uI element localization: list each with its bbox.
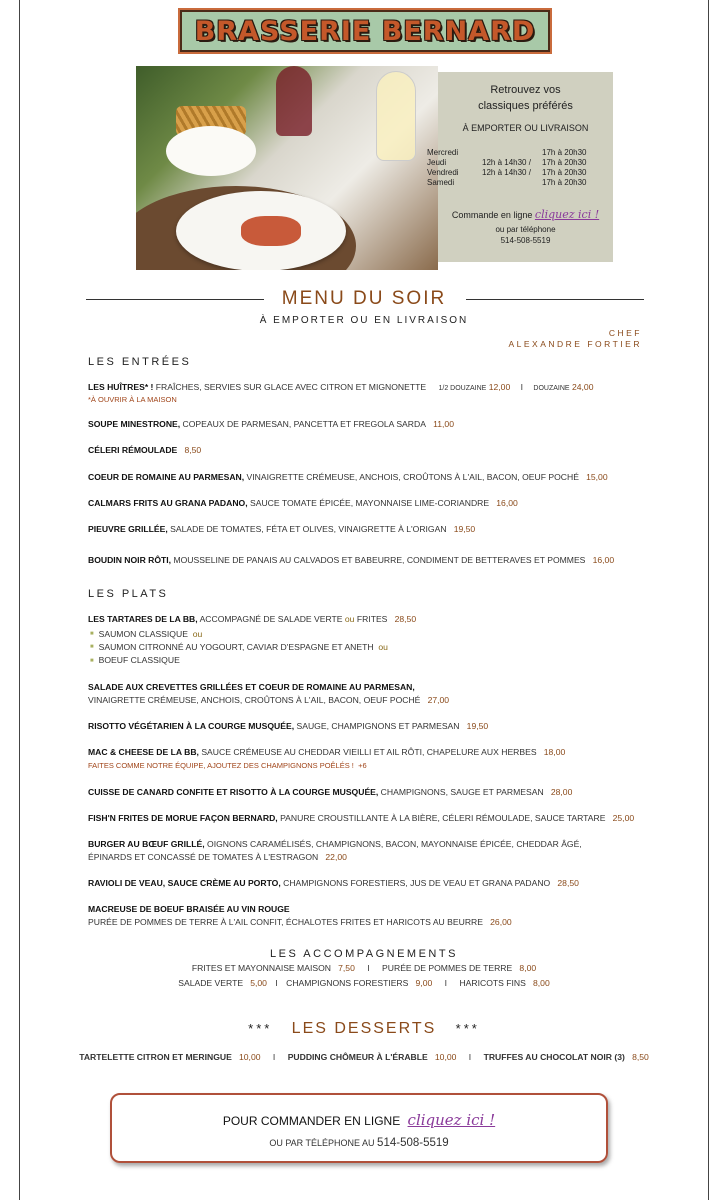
hours-dinner: 17h à 20h30 xyxy=(542,178,587,187)
item-name: CUISSE DE CANARD CONFITE ET RISOTTO À LA COURGE MUSQUÉE, xyxy=(88,787,379,797)
hours-row xyxy=(427,148,612,158)
info-line2: classiques préférés xyxy=(478,100,573,112)
side-price: 9,00 xyxy=(415,978,433,988)
item-name: CALMARS FRITS AU GRANA PADANO, xyxy=(88,498,248,508)
item-name: RISOTTO VÉGÉTARIEN À LA COURGE MUSQUÉE, xyxy=(88,721,295,731)
menu-item xyxy=(88,786,572,799)
item-name: CÉLERI RÉMOULADE xyxy=(88,445,178,455)
item-name: FISH'N FRITES DE MORUE FAÇON BERNARD, xyxy=(88,813,278,823)
stars-right: *** xyxy=(455,1021,480,1036)
side-name: FRITES ET MAYONNAISE MAISON xyxy=(191,963,331,973)
item-desc: ACCOMPAGNÉ DE SALADE VERTE xyxy=(197,614,343,624)
hours-dinner: 17h à 20h30 xyxy=(542,158,587,167)
item-name: LES TARTARES DE LA BB, xyxy=(88,614,198,624)
menu-item xyxy=(88,523,475,536)
food-photo xyxy=(136,66,438,270)
dessert-price: 8,50 xyxy=(632,1052,649,1062)
desserts-row xyxy=(0,1052,728,1062)
order-label: POUR COMMANDER EN LIGNE xyxy=(222,1114,401,1128)
info-line1: Retrouvez vos xyxy=(490,84,561,96)
item-price: 28,50 xyxy=(557,878,579,888)
item-or: ou xyxy=(342,614,357,624)
item-price: 24,00 xyxy=(571,382,594,392)
tartare-options xyxy=(90,628,388,668)
menu-item xyxy=(88,812,634,825)
side-name: SALADE VERTE xyxy=(178,978,244,988)
hours-lunch xyxy=(482,178,542,188)
menu-title: MENU DU SOIR xyxy=(281,288,447,309)
separator: I xyxy=(444,978,448,988)
item-name: BURGER AU BŒUF GRILLÉ, xyxy=(88,839,205,849)
item-price: 22,00 xyxy=(325,852,347,862)
item-desc: SALADE DE TOMATES, FÉTA ET OLIVES, VINAIGRETTE À L'ORIGAN xyxy=(167,524,447,534)
option-or: ou xyxy=(192,629,203,639)
item-name: COEUR DE ROMAINE AU PARMESAN, xyxy=(88,472,245,482)
order-line xyxy=(112,1111,606,1129)
brasserie-logo xyxy=(178,8,552,54)
chef-label: CHEF xyxy=(608,328,642,338)
section-accompagnements: LES ACCOMPAGNEMENTS xyxy=(270,948,458,960)
note-price: +6 xyxy=(358,761,367,770)
order-online-link[interactable]: cliquez ici ! xyxy=(407,1111,496,1129)
hours-row xyxy=(427,158,612,168)
chef-credit xyxy=(508,328,642,350)
item-desc: CHAMPIGNONS, SAUGE ET PARMESAN xyxy=(378,787,544,797)
option-text: SAUMON CLASSIQUE xyxy=(98,629,188,639)
item-price: 19,50 xyxy=(466,721,489,731)
item-name: LES HUÎTRES* ! xyxy=(88,382,154,392)
item-name: MAC & CHEESE DE LA BB, xyxy=(88,747,199,757)
separator: I xyxy=(272,1052,276,1062)
menu-item xyxy=(88,444,201,457)
menu-subtitle: À EMPORTER OU EN LIVRAISON xyxy=(259,315,469,326)
item-name: MACREUSE DE BOEUF BRAISÉE AU VIN ROUGE xyxy=(88,904,290,914)
item-desc: MOUSSELINE DE PANAIS AU CALVADOS ET BABEURRE, CONDIMENT DE BETTERAVES ET POMMES xyxy=(171,555,586,565)
hours-row xyxy=(427,178,612,188)
side-name: HARICOTS FINS xyxy=(459,978,526,988)
item-price: 27,00 xyxy=(427,695,450,705)
menu-item xyxy=(88,877,579,890)
hours-lunch: 12h à 14h30 / xyxy=(482,158,531,167)
item-desc: SAUGE, CHAMPIGNONS ET PARMESAN xyxy=(294,721,460,731)
section-entrees: LES ENTRÉES xyxy=(88,356,192,368)
dessert-name: TRUFFES AU CHOCOLAT NOIR (3) xyxy=(483,1052,625,1062)
online-order-link[interactable]: cliquez ici ! xyxy=(534,208,600,221)
item-name: SOUPE MINESTRONE, xyxy=(88,419,181,429)
phone-number: 514-508-5519 xyxy=(500,236,551,245)
item-price: 11,00 xyxy=(433,419,454,429)
item-price: 26,00 xyxy=(490,917,512,927)
stars-left: *** xyxy=(248,1021,273,1036)
item-name: RAVIOLI DE VEAU, SAUCE CRÈME AU PORTO, xyxy=(88,878,281,888)
item-desc: SAUCE TOMATE ÉPICÉE, MAYONNAISE LIME-CORIANDRE xyxy=(247,498,490,508)
hours-day: Jeudi xyxy=(427,158,447,167)
item-desc: SAUCE CRÉMEUSE AU CHEDDAR VIEILLI ET AIL RÔTI, CHAPELURE AUX HERBES xyxy=(198,747,537,757)
side-name: PURÉE DE POMMES DE TERRE xyxy=(382,963,513,973)
hours-lunch xyxy=(482,148,542,158)
item-size: DOUZAINE xyxy=(533,385,570,392)
menu-item xyxy=(88,554,614,567)
hours-dinner: 17h à 20h30 xyxy=(542,168,587,177)
item-desc: VINAIGRETTE CRÉMEUSE, ANCHOIS, CROÛTONS À L'AIL, BACON, OEUF POCHÉ xyxy=(88,695,421,705)
menu-item xyxy=(88,418,454,431)
separator: I xyxy=(520,382,524,392)
list-item xyxy=(90,628,388,641)
item-name: PIEUVRE GRILLÉE, xyxy=(88,524,168,534)
menu-item xyxy=(88,497,518,510)
item-desc: PURÉE DE POMMES DE TERRE À L'AIL CONFIT, ÉCHALOTES FRITES ET HARICOTS AU BEURRE xyxy=(88,917,483,927)
side-name: CHAMPIGNONS FORESTIERS xyxy=(286,978,409,988)
hours-row xyxy=(427,168,612,178)
item-name: SALADE AUX CREVETTES GRILLÉES ET COEUR DE ROMAINE AU PARMESAN, xyxy=(88,682,415,692)
item-price: 28,00 xyxy=(550,787,573,797)
item-desc: FRAÎCHES, SERVIES SUR GLACE AVEC CITRON ET MIGNONETTE xyxy=(153,382,427,392)
hours-dinner: 17h à 20h30 xyxy=(542,148,587,157)
item-price: 8,50 xyxy=(184,445,202,455)
section-plats: LES PLATS xyxy=(88,588,169,600)
item-price: 12,00 xyxy=(488,382,511,392)
mac-note xyxy=(88,761,367,770)
hours-day: Vendredi xyxy=(427,168,459,177)
item-desc: PANURE CROUSTILLANTE À LA BIÈRE, CÉLERI RÉMOULADE, SAUCE TARTARE xyxy=(277,813,606,823)
item-price: 15,00 xyxy=(586,472,608,482)
dessert-name: PUDDING CHÔMEUR À L'ÉRABLE xyxy=(287,1052,428,1062)
logo-text: BRASSERIE BERNARD xyxy=(194,15,536,47)
menu-item xyxy=(88,613,416,626)
photo-red-wine-glass xyxy=(276,66,312,136)
side-price: 7,50 xyxy=(338,963,355,973)
option-text: BOEUF CLASSIQUE xyxy=(98,655,180,666)
accomp-row-2 xyxy=(0,978,728,988)
photo-tartare xyxy=(241,216,301,246)
side-price: 5,00 xyxy=(250,978,267,988)
desserts-heading: LES DESSERTS xyxy=(291,1020,437,1037)
item-price: 25,00 xyxy=(612,813,635,823)
oyster-note: *À OUVRIR À LA MAISON xyxy=(88,395,177,404)
item-desc: ÉPINARDS ET CONCASSÉ DE TOMATES À L'ESTRAGON xyxy=(88,852,319,862)
order-phone-number: 514-508-5519 xyxy=(377,1137,449,1149)
dessert-price: 10,00 xyxy=(239,1052,261,1062)
item-desc: COPEAUX DE PARMESAN, PANCETTA ET FREGOLA SARDA xyxy=(180,419,426,429)
option-text: SAUMON CITRONNÉ AU YOGOURT, CAVIAR D'ESPAGNE ET ANETH xyxy=(98,642,374,653)
accomp-row-1 xyxy=(0,963,728,973)
online-order xyxy=(438,208,613,221)
dessert-name: TARTELETTE CITRON ET MERINGUE xyxy=(79,1052,232,1062)
online-order-label: Commande en ligne xyxy=(451,210,533,220)
menu-item xyxy=(88,838,582,864)
item-price: 28,50 xyxy=(394,614,417,624)
note-text: FAITES COMME NOTRE ÉQUIPE, AJOUTEZ DES CHAMPIGNONS POÊLÉS ! xyxy=(88,761,354,770)
photo-bowl xyxy=(166,126,256,176)
menu-item xyxy=(88,746,565,759)
option-or: ou xyxy=(378,642,388,653)
menu-item xyxy=(88,381,594,395)
order-box xyxy=(110,1093,608,1163)
list-item xyxy=(90,641,388,654)
order-phone-label: OU PAR TÉLÉPHONE AU xyxy=(269,1138,375,1148)
hours-day: Samedi xyxy=(427,178,455,187)
menu-item xyxy=(88,720,488,733)
side-price: 8,00 xyxy=(519,963,537,973)
item-size: 1/2 DOUZAINE xyxy=(438,385,487,392)
phone-label: ou par téléphone xyxy=(495,225,556,234)
menu-item xyxy=(88,681,449,707)
hours-day: Mercredi xyxy=(427,148,459,157)
dessert-price: 10,00 xyxy=(434,1052,457,1062)
side-price: 8,00 xyxy=(533,978,550,988)
chef-name: ALEXANDRE FORTIER xyxy=(508,339,642,349)
item-desc: OIGNONS CARAMÉLISÉS, CHAMPIGNONS, BACON, MAYONNAISE ÉPICÉE, CHEDDAR ÂGÉ, xyxy=(204,839,582,849)
menu-item xyxy=(88,471,608,484)
item-price: 16,00 xyxy=(592,555,615,565)
photo-white-wine-glass xyxy=(376,71,416,161)
item-price: 16,00 xyxy=(496,498,518,508)
order-phone-line xyxy=(112,1137,606,1149)
menu-item xyxy=(88,903,512,929)
separator: I xyxy=(468,1052,472,1062)
separator: I xyxy=(367,963,370,973)
item-price: 18,00 xyxy=(543,747,566,757)
section-desserts xyxy=(0,1020,728,1038)
item-name: BOUDIN NOIR RÔTI, xyxy=(88,555,172,565)
item-price: 19,50 xyxy=(453,524,476,534)
item-desc: FRITES xyxy=(356,614,388,624)
info-box xyxy=(427,72,613,262)
item-desc: VINAIGRETTE CRÉMEUSE, ANCHOIS, CROÛTONS À L'AIL, BACON, OEUF POCHÉ xyxy=(244,472,579,482)
list-item xyxy=(90,654,388,667)
info-line3: À EMPORTER OU LIVRAISON xyxy=(462,123,589,133)
hours-lunch: 12h à 14h30 / xyxy=(482,168,531,177)
hours-table xyxy=(427,148,612,188)
separator: I xyxy=(275,978,278,988)
item-desc: CHAMPIGNONS FORESTIERS, JUS DE VEAU ET GRANA PADANO xyxy=(280,878,551,888)
